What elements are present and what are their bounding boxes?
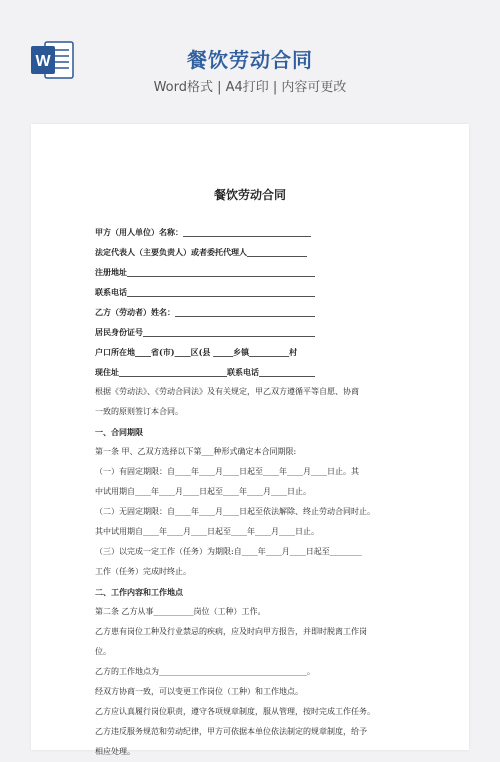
- page-subtitle: Word格式 | A4打印 | 内容可更改: [153, 80, 347, 95]
- body-line: 经双方协商一致，可以变更工作岗位（工种）和工作地点。: [95, 687, 303, 696]
- party-line: 乙方（劳动者）姓名：___________________________________: [95, 307, 315, 317]
- body-line: 一致的原则签订本合同。: [95, 407, 183, 416]
- body-line: 根据《劳动法》、《劳动合同法》及有关规定，甲乙双方遵循平等自愿、协商: [95, 387, 359, 396]
- body-line: 乙方应认真履行岗位职责，遵守各项规章制度，服从管理，按时完成工作任务。: [95, 707, 375, 716]
- document-body: [95, 222, 415, 762]
- party-line: 户口所在地____省(市)____区(县 _____乡镇__________村: [95, 347, 298, 357]
- party-line: 现住址___________________________联系电话______________: [95, 367, 315, 377]
- body-line: 第一条 甲、乙双方选择以下第___种形式确定本合同期限:: [95, 447, 297, 456]
- party-line: 联系电话_______________________________________________: [95, 287, 315, 297]
- body-line: （三）以完成一定工作（任务）为期限:自____年____月____日起至________: [95, 547, 362, 556]
- body-line: 乙方患有岗位工种及行业禁忌的疾病，应及时向甲方报告，并即时脱离工作岗: [95, 627, 367, 636]
- page-title: 餐饮劳动合同: [187, 48, 313, 72]
- body-line: （一）有固定期限：自____年____月____日起至____年____月____日止。其: [95, 467, 359, 476]
- body-line: 其中试用期自____年____月____日起至____年____月____日止。: [95, 527, 319, 536]
- party-line: 甲方（用人单位）名称：________________________________: [95, 227, 311, 237]
- document-page: [31, 124, 469, 756]
- body-line: 乙方违反服务规范和劳动纪律，甲方可依据本单位依法制定的规章制度，给予: [95, 727, 367, 736]
- party-line: 居民身份证号___________________________________________: [95, 327, 315, 337]
- body-line: 位。: [95, 647, 111, 656]
- party-line: 注册地址_______________________________________________: [95, 267, 315, 277]
- section-heading: 二、工作内容和工作地点: [95, 587, 183, 597]
- body-line: 乙方的工作地点为_____________________________________。: [95, 667, 315, 676]
- word-icon-letter: W: [35, 53, 51, 70]
- body-line: 第二条 乙方从事__________岗位（工种）工作。: [95, 607, 266, 616]
- body-line: 工作（任务）完成时终止。: [95, 567, 191, 576]
- body-line: 中试用期自____年____月____日起至____年____月____日止。: [95, 487, 311, 496]
- body-line: 相应处理。: [95, 747, 135, 756]
- document-title: 餐饮劳动合同: [213, 188, 286, 202]
- party-line: 法定代表人（主要负责人）或者委托代理人_______________: [95, 247, 307, 257]
- section-heading: 一、合同期限: [95, 427, 143, 437]
- page-header: [0, 0, 500, 118]
- body-line: （二）无固定期限：自____年____月____日起至依法解除、终止劳动合同时止。: [95, 507, 375, 516]
